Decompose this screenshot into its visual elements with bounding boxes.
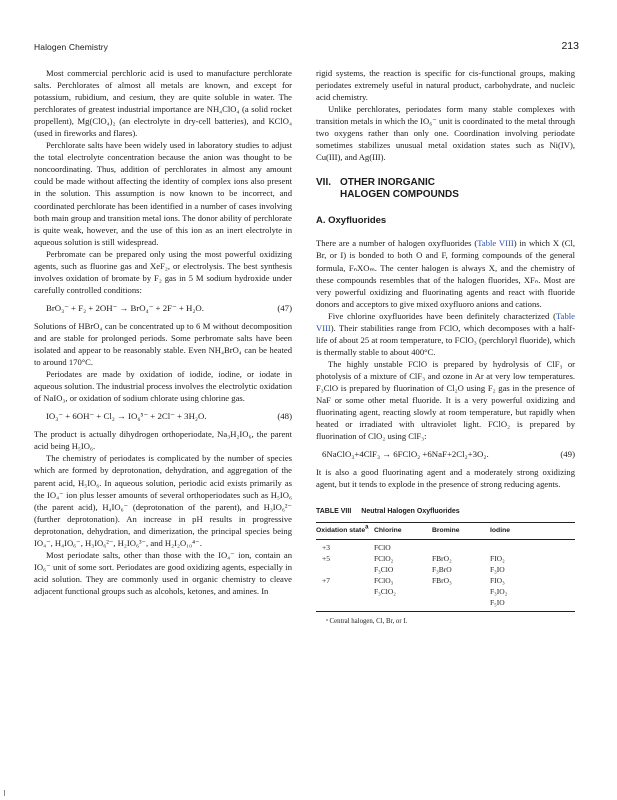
paragraph: The chemistry of periodates is complicated by the number of species which are formed by deprotonation, dehydration, and aggregation of the parent acid, H₅IO₆. In aqueous solution, periodic acid exists primarily as the IO₄⁻ ion plus lesser amounts of several orthoperiodates such as H₅IO₆ (the parent acid), H₄IO₆⁻ (deprotonation of the parent), and H₃IO₆²⁻ (further deprotonation). An increase in pH results in progressive deprotonation, dehydration, and dimerization, the principal species being IO₄⁻, H₄IO₆⁻, H₃IO₆²⁻, H₂IO₆³⁻, and H₂I₂O₁₀⁴⁻. <box>34 453 292 548</box>
table-cell: F₃ClO₂ <box>374 586 396 596</box>
section-number: VII. <box>316 177 332 189</box>
paragraph: It is also a good fluorinating agent and a moderately strong oxidizing agent, but it tends to explode in the presence of strong reducing agents. <box>316 467 575 490</box>
table-row <box>316 553 575 564</box>
right-column <box>316 67 575 628</box>
text: There are a number of halogen oxyfluorides ( <box>316 238 478 249</box>
table-cell: FIO₃ <box>490 575 505 585</box>
paragraph <box>316 310 575 358</box>
table-title: Neutral Halogen Oxyfluorides <box>361 508 460 516</box>
table-link[interactable]: Table VIII <box>316 310 575 333</box>
equation-text: 6NaClO₃+4ClF₃ → 6FClO₂ +6NaF+2Cl₂+3O₂. <box>322 449 489 460</box>
left-column <box>34 67 292 597</box>
section-title-line-1: OTHER INORGANIC <box>340 177 435 189</box>
text: ) in which X (Cl, Br, or I) is bonded to both O and F, forming compounds of the general formula, FₙXOₘ. The center halogen is always X, and the chemistry of these compounds resembles that of the halogen fluorides, XFₙ. Most are very powerful oxidizing and fluorinating agents and react with fluoride donors and acceptors to give mixed oxyfluoro anions and cations. <box>316 238 576 309</box>
table-header-cell: Oxidation state$^a$ <box>316 525 369 535</box>
table-cell: FClO <box>374 542 391 552</box>
paragraph: The product is actually dihydrogen orthoperiodate, Na₃H₂IO₆, the parent acid being H₅IO₆. <box>34 429 292 452</box>
page-number: 213 <box>561 40 579 52</box>
paragraph: Solutions of HBrO₄ can be concentrated up to 6 M without decomposition and are stable for prolonged periods. Some perbromate salts have been isolated and appear to be reasonably stable. Even NH₄BrO₄ can be heated to around 170°C. <box>34 320 292 368</box>
table-row <box>316 542 575 553</box>
table-link[interactable]: Table VIII <box>477 238 514 249</box>
subsection-heading: A. Oxyfluorides <box>316 215 387 227</box>
text: Five chlorine oxyfluorides have been definitely characterized ( <box>328 310 557 321</box>
section-title-line-2: HALOGEN COMPOUNDS <box>340 189 459 201</box>
table-cell <box>374 597 432 608</box>
table-cell: F₃IO₂ <box>490 586 508 596</box>
paragraph: Perbromate can be prepared only using the most powerful oxidizing agents, such as fluorine gas and XeF₂, or electrolysis. The best synthesis involves oxidation of bromate by F₂ gas in 5 M sodium hydroxide under carefully controlled conditions: <box>34 248 292 295</box>
table-row <box>316 564 575 575</box>
page-header <box>34 42 579 56</box>
table-body <box>316 540 575 612</box>
table-cell: F₃BrO <box>432 564 452 574</box>
table-cell <box>490 542 548 553</box>
table-cell <box>316 597 374 608</box>
equation-48 <box>46 410 292 422</box>
table-cell <box>432 586 490 597</box>
edge-mark <box>4 790 5 796</box>
table-cell: F₅IO <box>490 597 505 607</box>
table-cell: FClO₂ <box>374 553 394 563</box>
paragraph: Most periodate salts, other than those with the IO₄⁻ ion, contain an IO₆⁻ unit of some sort. Periodates are good oxidizing agents, especially in acid solution. They are commonly used in organic chemistry to cleave adjacent functional groups such as alcohols, ketones, and amines. In <box>34 549 292 596</box>
paragraph: rigid systems, the reaction is specific for cis-functional groups, making periodates extremely useful in natural product, carbohydrate, and nucleic acid chemistry. <box>316 68 575 103</box>
equation-49 <box>322 448 575 460</box>
table-cell: FIO₂ <box>490 553 505 563</box>
paragraph <box>316 237 575 309</box>
table-cell <box>432 542 490 553</box>
table-cell: +7 <box>322 575 330 585</box>
table-label: TABLE VIII <box>316 508 352 516</box>
table-cell <box>432 597 490 608</box>
equation-number: (48) <box>277 411 292 422</box>
table-cell: +3 <box>322 542 330 552</box>
table-header-cell: Iodine <box>490 527 511 535</box>
table-header-row <box>316 523 575 540</box>
paragraph: Periodates are made by oxidation of iodide, iodine, or iodate in aqueous solution. The industrial process involves the electrolytic oxidation of NaIO₃, or oxidation of sodium chlorate using chlorine gas. <box>34 369 292 404</box>
table-row <box>316 586 575 597</box>
table-cell: F₃IO <box>490 564 505 574</box>
section-heading <box>316 177 575 201</box>
table-row <box>316 597 575 608</box>
table-cell: F₃ClO <box>374 564 394 574</box>
paragraph: Most commercial perchloric acid is used to manufacture perchlorate salts. Perchlorates of almost all metals are known, and except for potassium, rubidium, and cesium, they are quite soluble in water. The perchlorates of greatest industrial importance are NH₄ClO₄ (a solid rocket propellent), Mg(ClO₄)₂ (an electrolyte in dry-cell batteries), and KClO₄ (used in fireworks and flares). <box>34 68 292 139</box>
table-row <box>316 575 575 586</box>
table-header-cell: Bromine <box>432 527 460 535</box>
table-cell <box>316 564 374 575</box>
table-caption <box>316 506 575 523</box>
table-cell <box>316 586 374 597</box>
table-cell: FBrO₂ <box>432 553 452 563</box>
equation-text: BrO₃⁻ + F₂ + 2OH⁻ → BrO₄⁻ + 2F⁻ + H₂O. <box>46 302 204 313</box>
equation-number: (49) <box>560 449 575 460</box>
table-cell: FClO₃ <box>374 575 394 585</box>
table-header-cell: Chlorine <box>374 527 402 535</box>
text: ). Their stabilities range from FClO, which decomposes with a half-life of about 25 at room temperature, to FClO₃ (perchloryl fluoride), which is thermally stable to about 400°C. <box>316 322 575 357</box>
equation-text: IO₃⁻ + 6OH⁻ + Cl₂ → IO₆⁵⁻ + 2Cl⁻ + 3H₂O. <box>46 411 207 422</box>
table-footnote: ᵃ Central halogen, Cl, Br, or I. <box>326 617 408 625</box>
table-cell: FBrO₃ <box>432 575 452 585</box>
equation-number: (47) <box>277 302 292 313</box>
paragraph: Unlike perchlorates, periodates form many stable complexes with transition metals in which the IO₆⁻ unit is coordinated to the metal through two oxygens rather than only one. Coordination involving periodate sometimes stabilizes unusual metal oxidation states such as Ni(IV), Cu(III), and Ag(III). <box>316 104 575 163</box>
equation-47 <box>46 302 292 314</box>
running-head: Halogen Chemistry <box>34 42 108 52</box>
table-cell: +5 <box>322 553 330 563</box>
paragraph: The highly unstable FClO is prepared by hydrolysis of ClF₃ or photolysis of a mixture of ClF₃ and ozone in Ar at very low temperatures. F₃ClO is prepared by fluorination of Cl₂O using F₂ gas in the presence of NaF or some other metal fluoride. It is a very powerful oxidizing and fluorinating agent, reacting slowly at room temperature, but rapidly when heated or irradiated with ultraviolet light. FClO₂ is prepared by fluorination of ClO₂ using ClF₃: <box>316 358 575 442</box>
paragraph: Perchlorate salts have been widely used in laboratory studies to adjust the total electrolyte concentration because the anion was thought to be noncoordinating. Thus, addition of perchlorates in almost any amount could be made without affecting the identity of complex ions also present in the solution. This assumption is now known to be incorrect, and coordinated perchlorate has been identified in a number of cases involving both main group and transition metal ions. The donor ability of perchlorate is quite weak, however, and the use of this ion as an inert electrolyte in aqueous solution is still widespread. <box>34 140 292 247</box>
table-viii <box>316 506 575 628</box>
